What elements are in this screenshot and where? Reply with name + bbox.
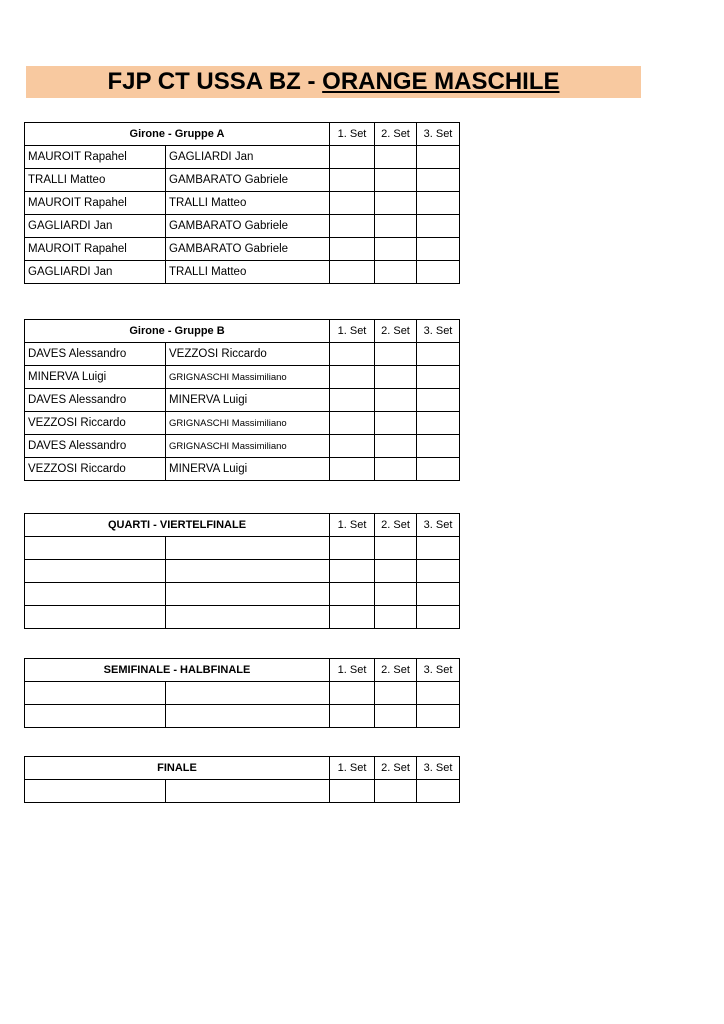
set-score-cell-3 [417, 705, 460, 728]
player-one-cell [25, 583, 166, 606]
set-score-cell-1 [330, 389, 375, 412]
set-score-cell-1 [330, 583, 375, 606]
title-bar [26, 66, 641, 98]
match-table-1 [24, 122, 460, 284]
player-two-cell: GRIGNASCHI Massimiliano [166, 412, 330, 435]
set-score-cell-3 [417, 366, 460, 389]
match-row [25, 238, 460, 261]
player-one-cell: MAUROIT Rapahel [25, 146, 166, 169]
set-score-cell-3 [417, 343, 460, 366]
set-header-1: 1. Set [330, 659, 375, 682]
set-score-cell-1 [330, 169, 375, 192]
set-score-cell-3 [417, 435, 460, 458]
table-header-row [25, 514, 460, 537]
set-score-cell-2 [375, 238, 417, 261]
player-one-cell: DAVES Alessandro [25, 343, 166, 366]
set-header-1: 1. Set [330, 757, 375, 780]
set-score-cell-1 [330, 537, 375, 560]
match-row [25, 458, 460, 481]
table-header-row [25, 757, 460, 780]
set-score-cell-2 [375, 261, 417, 284]
title-prefix: FJP CT USSA BZ - [107, 68, 323, 95]
set-header-2: 2. Set [375, 659, 417, 682]
player-two-cell [166, 560, 330, 583]
set-score-cell-1 [330, 606, 375, 629]
set-score-cell-3 [417, 537, 460, 560]
match-row [25, 705, 460, 728]
set-score-cell-3 [417, 238, 460, 261]
table-header-row [25, 320, 460, 343]
player-one-cell: TRALLI Matteo [25, 169, 166, 192]
set-score-cell-1 [330, 238, 375, 261]
player-one-cell: MAUROIT Rapahel [25, 238, 166, 261]
set-score-cell-3 [417, 682, 460, 705]
set-score-cell-3 [417, 606, 460, 629]
set-score-cell-2 [375, 215, 417, 238]
page-title [107, 68, 559, 95]
set-header-2: 2. Set [375, 757, 417, 780]
match-row [25, 343, 460, 366]
match-row [25, 412, 460, 435]
player-two-cell: TRALLI Matteo [166, 261, 330, 284]
player-two-cell: GRIGNASCHI Massimiliano [166, 435, 330, 458]
set-score-cell-1 [330, 435, 375, 458]
table-header-row [25, 659, 460, 682]
player-two-cell: GAMBARATO Gabriele [166, 215, 330, 238]
player-two-cell: GAMBARATO Gabriele [166, 238, 330, 261]
set-header-1: 1. Set [330, 320, 375, 343]
player-one-cell: GAGLIARDI Jan [25, 215, 166, 238]
match-row [25, 215, 460, 238]
set-score-cell-3 [417, 560, 460, 583]
set-score-cell-3 [417, 261, 460, 284]
player-one-cell [25, 560, 166, 583]
player-two-cell: MINERVA Luigi [166, 389, 330, 412]
set-score-cell-1 [330, 146, 375, 169]
set-score-cell-2 [375, 780, 417, 803]
set-score-cell-1 [330, 366, 375, 389]
player-two-cell [166, 705, 330, 728]
player-two-cell: GAMBARATO Gabriele [166, 169, 330, 192]
set-score-cell-1 [330, 261, 375, 284]
player-one-cell: MAUROIT Rapahel [25, 192, 166, 215]
player-two-cell [166, 537, 330, 560]
match-row [25, 389, 460, 412]
match-table-2 [24, 319, 460, 481]
match-row [25, 606, 460, 629]
set-header-3: 3. Set [417, 757, 460, 780]
match-row [25, 366, 460, 389]
set-score-cell-2 [375, 435, 417, 458]
set-score-cell-3 [417, 389, 460, 412]
player-one-cell [25, 606, 166, 629]
match-row [25, 169, 460, 192]
set-score-cell-3 [417, 412, 460, 435]
table-header-row [25, 123, 460, 146]
match-row [25, 146, 460, 169]
player-one-cell [25, 682, 166, 705]
set-score-cell-3 [417, 146, 460, 169]
set-score-cell-2 [375, 343, 417, 366]
set-score-cell-2 [375, 389, 417, 412]
set-score-cell-1 [330, 705, 375, 728]
match-row [25, 537, 460, 560]
player-two-cell [166, 606, 330, 629]
player-two-cell: VEZZOSI Riccardo [166, 343, 330, 366]
set-score-cell-1 [330, 215, 375, 238]
set-score-cell-3 [417, 583, 460, 606]
player-one-cell: DAVES Alessandro [25, 435, 166, 458]
section-header: Girone - Gruppe A [25, 123, 330, 146]
set-header-3: 3. Set [417, 123, 460, 146]
set-score-cell-2 [375, 169, 417, 192]
section-header: FINALE [25, 757, 330, 780]
player-two-cell: TRALLI Matteo [166, 192, 330, 215]
set-header-2: 2. Set [375, 123, 417, 146]
set-header-2: 2. Set [375, 514, 417, 537]
match-table-3 [24, 513, 460, 629]
set-score-cell-1 [330, 343, 375, 366]
set-header-3: 3. Set [417, 514, 460, 537]
player-two-cell [166, 780, 330, 803]
player-one-cell: MINERVA Luigi [25, 366, 166, 389]
player-two-cell: GAGLIARDI Jan [166, 146, 330, 169]
player-two-cell [166, 583, 330, 606]
set-score-cell-2 [375, 146, 417, 169]
player-two-cell: GRIGNASCHI Massimiliano [166, 366, 330, 389]
set-score-cell-2 [375, 705, 417, 728]
set-score-cell-2 [375, 366, 417, 389]
set-score-cell-3 [417, 169, 460, 192]
player-one-cell [25, 705, 166, 728]
match-row [25, 780, 460, 803]
set-score-cell-3 [417, 458, 460, 481]
match-row [25, 261, 460, 284]
set-score-cell-1 [330, 192, 375, 215]
player-one-cell [25, 537, 166, 560]
set-score-cell-2 [375, 192, 417, 215]
title-category: ORANGE MASCHILE [322, 68, 560, 95]
match-table-4 [24, 658, 460, 728]
match-table-5 [24, 756, 460, 803]
player-one-cell: VEZZOSI Riccardo [25, 458, 166, 481]
set-score-cell-2 [375, 458, 417, 481]
set-header-2: 2. Set [375, 320, 417, 343]
player-one-cell: VEZZOSI Riccardo [25, 412, 166, 435]
match-row [25, 560, 460, 583]
match-row [25, 192, 460, 215]
section-header: Girone - Gruppe B [25, 320, 330, 343]
player-two-cell: MINERVA Luigi [166, 458, 330, 481]
set-header-1: 1. Set [330, 514, 375, 537]
set-score-cell-2 [375, 682, 417, 705]
set-score-cell-3 [417, 192, 460, 215]
set-score-cell-3 [417, 780, 460, 803]
set-header-3: 3. Set [417, 659, 460, 682]
set-score-cell-1 [330, 458, 375, 481]
section-header: SEMIFINALE - HALBFINALE [25, 659, 330, 682]
player-two-cell [166, 682, 330, 705]
match-row [25, 583, 460, 606]
set-score-cell-2 [375, 537, 417, 560]
set-score-cell-1 [330, 682, 375, 705]
player-one-cell [25, 780, 166, 803]
set-score-cell-2 [375, 606, 417, 629]
set-score-cell-2 [375, 412, 417, 435]
set-score-cell-1 [330, 560, 375, 583]
set-score-cell-2 [375, 583, 417, 606]
set-header-1: 1. Set [330, 123, 375, 146]
player-one-cell: DAVES Alessandro [25, 389, 166, 412]
set-score-cell-1 [330, 412, 375, 435]
set-score-cell-2 [375, 560, 417, 583]
set-score-cell-3 [417, 215, 460, 238]
set-score-cell-1 [330, 780, 375, 803]
set-header-3: 3. Set [417, 320, 460, 343]
match-row [25, 682, 460, 705]
player-one-cell: GAGLIARDI Jan [25, 261, 166, 284]
section-header: QUARTI - VIERTELFINALE [25, 514, 330, 537]
match-row [25, 435, 460, 458]
